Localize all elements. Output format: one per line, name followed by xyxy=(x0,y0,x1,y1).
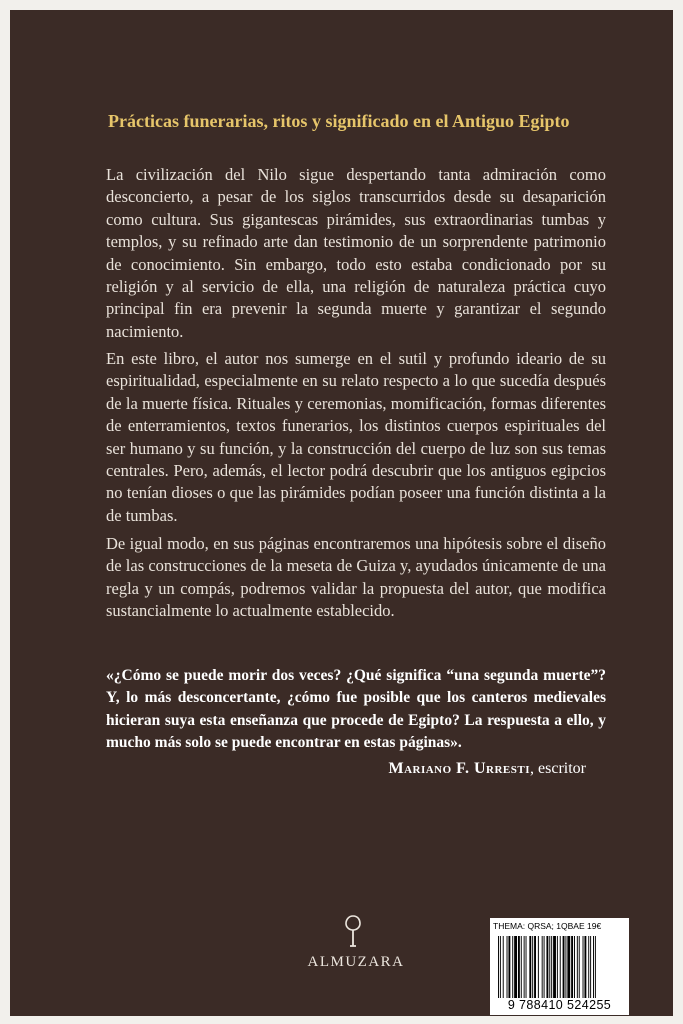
description-paragraph-2: En este libro, el autor nos sumerge en el sutil y profundo ideario de su espiritualidad, especialmente en su relato respecto a lo que sucedía después de la muerte física. Rituales y ceremonias, momificación, formas diferentes de enterramientos, textos funerarios, los distintos cuerpos espirituales del ser humano y su función, y la construcción del cuerpo de luz son sus temas centrales. Pero, además, el lector podrá descubrir que los antiguos egipcios no tenían dioses o que las pirámides podían poseer una función distinta a la de tumbas. xyxy=(106,349,606,525)
quote-author: Mariano F. Urresti xyxy=(388,760,531,777)
quote-author-role: , escritor xyxy=(530,760,586,777)
description-paragraph-1: La civilización del Nilo sigue despertando tanta admiración como desconcierto, a pesar de los siglos transcurridos desde su desaparición como cultura. Sus gigantescas pirámides, sus extraordinarias tumbas y templos, y su refinado arte dan testimonio de un sorprendente patrimonio de conocimiento. Sin embargo, todo esto estaba condicionado por su religión y al servicio de ella, una religión de naturaleza práctica cuyo principal fin era prevenir la segunda muerte y garantizar el segundo nacimiento. xyxy=(106,165,606,341)
publisher-logo-icon xyxy=(344,913,362,949)
book-back-cover xyxy=(10,10,673,1016)
barcode-bars-icon xyxy=(496,936,623,998)
isbn-digits: 9 788410 524255 xyxy=(507,998,612,1012)
isbn-barcode xyxy=(490,918,629,1015)
endorsement-attribution xyxy=(388,760,586,778)
endorsement-quote: «¿Cómo se puede morir dos veces? ¿Qué significa “una segunda muerte”? Y, lo más desconcertante, ¿cómo fue posible que los canteros medievales hicieran suya esta enseñanza que procede de Egipto? La respuesta a ello, y mucho más solo se puede encontrar en estas páginas». xyxy=(106,667,606,752)
thema-label: THEMA: QRSA; 1QBAE 19€ xyxy=(493,921,602,931)
publisher-name: ALMUZARA xyxy=(307,954,405,970)
description-paragraph-3: De igual modo, en sus páginas encontraremos una hipótesis sobre el diseño de las construcciones de la meseta de Guiza y, ayudados únicamente de una regla y un compás, podremos validar la propuesta del autor, que modifica sustancialmente lo actualmente establecido. xyxy=(106,534,606,621)
cover-title: Prácticas funerarias, ritos y significado en el Antiguo Egipto xyxy=(108,111,570,131)
